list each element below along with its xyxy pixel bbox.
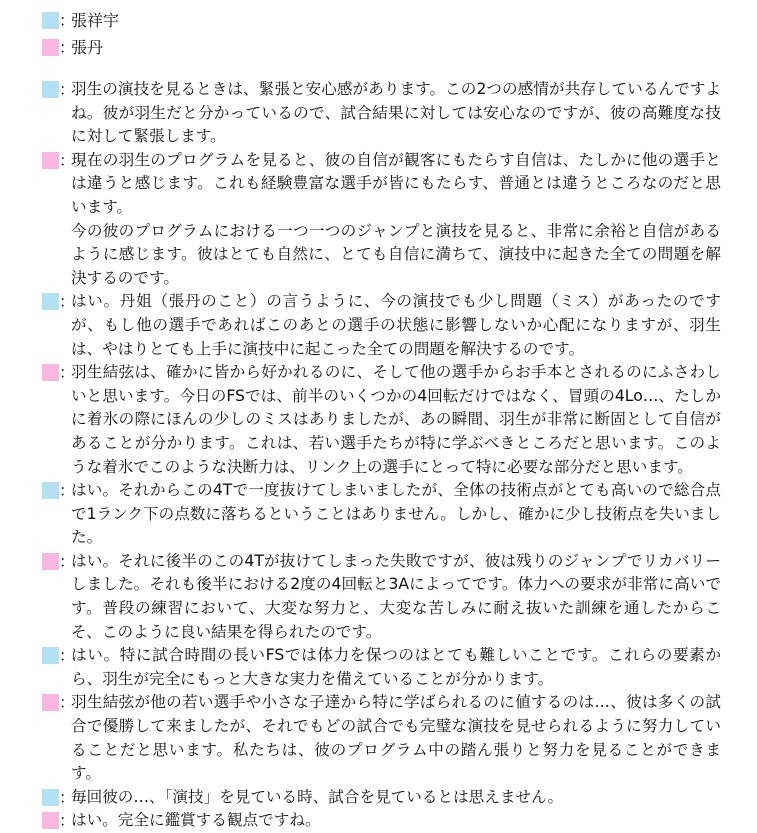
- speaker-separator: ：: [59, 646, 76, 666]
- entry-text: [71, 550, 721, 644]
- entry-paragraph: はい。丹姐（張丹のこと）の言うように、今の演技でも少し問題（ミス）があったのですが、もし他の選手であればこのあとの選手の状態に影響しないか心配になりますが、羽生は、やはりとても上手に演技中に起こった全ての問題を解決するのです。: [71, 292, 721, 358]
- speaker-color-marker: [42, 553, 59, 570]
- transcript-entry: [0, 550, 757, 644]
- entry-paragraph: 羽生結弦は、確かに皆から好かれるのに、そして他の選手からお手本とされるのにふさわしいと思います。今日のFSでは、前半のいくつかの4回転だけではなく、冒頭の4Lo…、たしかに着氷の際にほんの少しのミスはありましたが、あの瞬間、羽生が非常に断固として自信があることが分かります。これは、若い選手たちが特に学ぶべきところだと思います。このような着氷でこのような決断力は、リンク上の選手にとって特に必要な部分だと思います。: [71, 363, 721, 476]
- entry-text: [71, 149, 721, 291]
- speaker-separator: ：: [59, 292, 76, 312]
- entry-paragraph: はい。それからこの4Tで一度抜けてしまいましたが、全体の技術点がとても高いので総合点で1ランク下の点数に落ちるということはありません。しかし、確かに少し技術点を失いました。: [71, 481, 721, 547]
- transcript-entry: [0, 149, 757, 291]
- entry-text: [71, 691, 721, 785]
- entry-paragraph: はい。それに後半のこの4Tが抜けてしまった失敗ですが、彼は残りのジャンプでリカバリーしました。それも後半における2度の4回転と3Aによってです。体力への要求が非常に高いです。普段の練習において、大変な努力と、大変な苦しみに耐え抜いた訓練を通したからこそ、このように良い結果を得られたのです。: [71, 551, 721, 641]
- entry-paragraph: 羽生結弦が他の若い選手や小さな子達から特に学ばられるのに値するのは…、彼は多くの試合で優勝して来ましたが、それでもどの試合でも完璧な演技を見せられるように努力していることだと思います。私たちは、彼のプログラム中の踏ん張りと努力を見ることができます。: [71, 693, 721, 783]
- speaker-separator: ：: [59, 363, 76, 383]
- entry-text: [71, 644, 721, 691]
- transcript-entry: [0, 78, 757, 149]
- speaker-color-marker: [42, 812, 59, 829]
- entry-paragraph: はい。完全に鑑賞する観点ですね。: [71, 811, 321, 830]
- entry-text: [71, 809, 721, 833]
- transcript-body: [0, 78, 757, 833]
- legend-row-speaker-b: [0, 36, 757, 63]
- speaker-separator: ：: [59, 787, 76, 807]
- speaker-separator: ：: [59, 80, 76, 99]
- speaker-color-marker: [42, 789, 59, 806]
- speaker-separator: ：: [59, 150, 76, 170]
- entry-text: [71, 290, 721, 361]
- speaker-color-marker: [42, 39, 59, 56]
- speaker-name: 張祥宇: [71, 11, 120, 30]
- speaker-color-marker: [42, 12, 59, 29]
- entry-paragraph: はい。特に試合時間の長いFSでは体力を保つのはとても難しいことです。これらの要素から、羽生が完全にもっと大きな実力を備えていることが分かります。: [71, 646, 721, 688]
- legend-row-speaker-a: [0, 9, 757, 36]
- entry-paragraph: 羽生の演技を見るときは、緊張と安心感があります。この2つの感情が共存しているんですよね。彼が羽生だと分かっているので、試合結果に対しては安心なのですが、彼の高難度な技に対して緊張します。: [71, 80, 721, 146]
- speaker-color-marker: [42, 293, 59, 310]
- transcript-entry: [0, 361, 757, 479]
- entry-text: [71, 361, 721, 479]
- transcript-entry: [0, 644, 757, 691]
- transcript-entry: [0, 786, 757, 810]
- speaker-color-marker: [42, 152, 59, 169]
- entry-text: [71, 479, 721, 550]
- legend-spacer: [0, 63, 757, 78]
- speaker-name: 張丹: [71, 38, 104, 57]
- transcript-entry: [0, 809, 757, 833]
- speaker-color-marker: [42, 482, 59, 499]
- speaker-color-marker: [42, 81, 59, 98]
- entry-text: [71, 78, 721, 149]
- speaker-color-marker: [42, 647, 59, 664]
- speaker-color-marker: [42, 694, 59, 711]
- speaker-separator: ：: [59, 811, 76, 831]
- entry-paragraph: 今の彼のプログラムにおける一つ一つのジャンプと演技を見ると、非常に余裕と自信があるように感じます。彼はとても自然に、とても自信に満ちて、演技中に起きた全ての問題を解決するのです。: [71, 221, 721, 287]
- speaker-color-marker: [42, 364, 59, 381]
- transcript-entry: [0, 290, 757, 361]
- speaker-separator: ：: [59, 481, 76, 501]
- speaker-separator: ：: [59, 38, 76, 57]
- transcript-entry: [0, 691, 757, 785]
- entry-paragraph: 毎回彼の…、「演技」を見ている時、試合を見ているとは思えません。: [71, 787, 564, 806]
- speaker-legend: [0, 9, 757, 63]
- speaker-separator: ：: [59, 551, 76, 571]
- entry-text: [71, 786, 721, 810]
- speaker-separator: ：: [59, 11, 76, 30]
- transcript-entry: [0, 479, 757, 550]
- entry-paragraph: 現在の羽生のプログラムを見ると、彼の自信が観客にもたらす自信は、たしかに他の選手とは違うと感じます。これも経験豊富な選手が皆にもたらす、普通とは違うところなのだと思います。: [71, 150, 721, 216]
- speaker-separator: ：: [59, 693, 76, 713]
